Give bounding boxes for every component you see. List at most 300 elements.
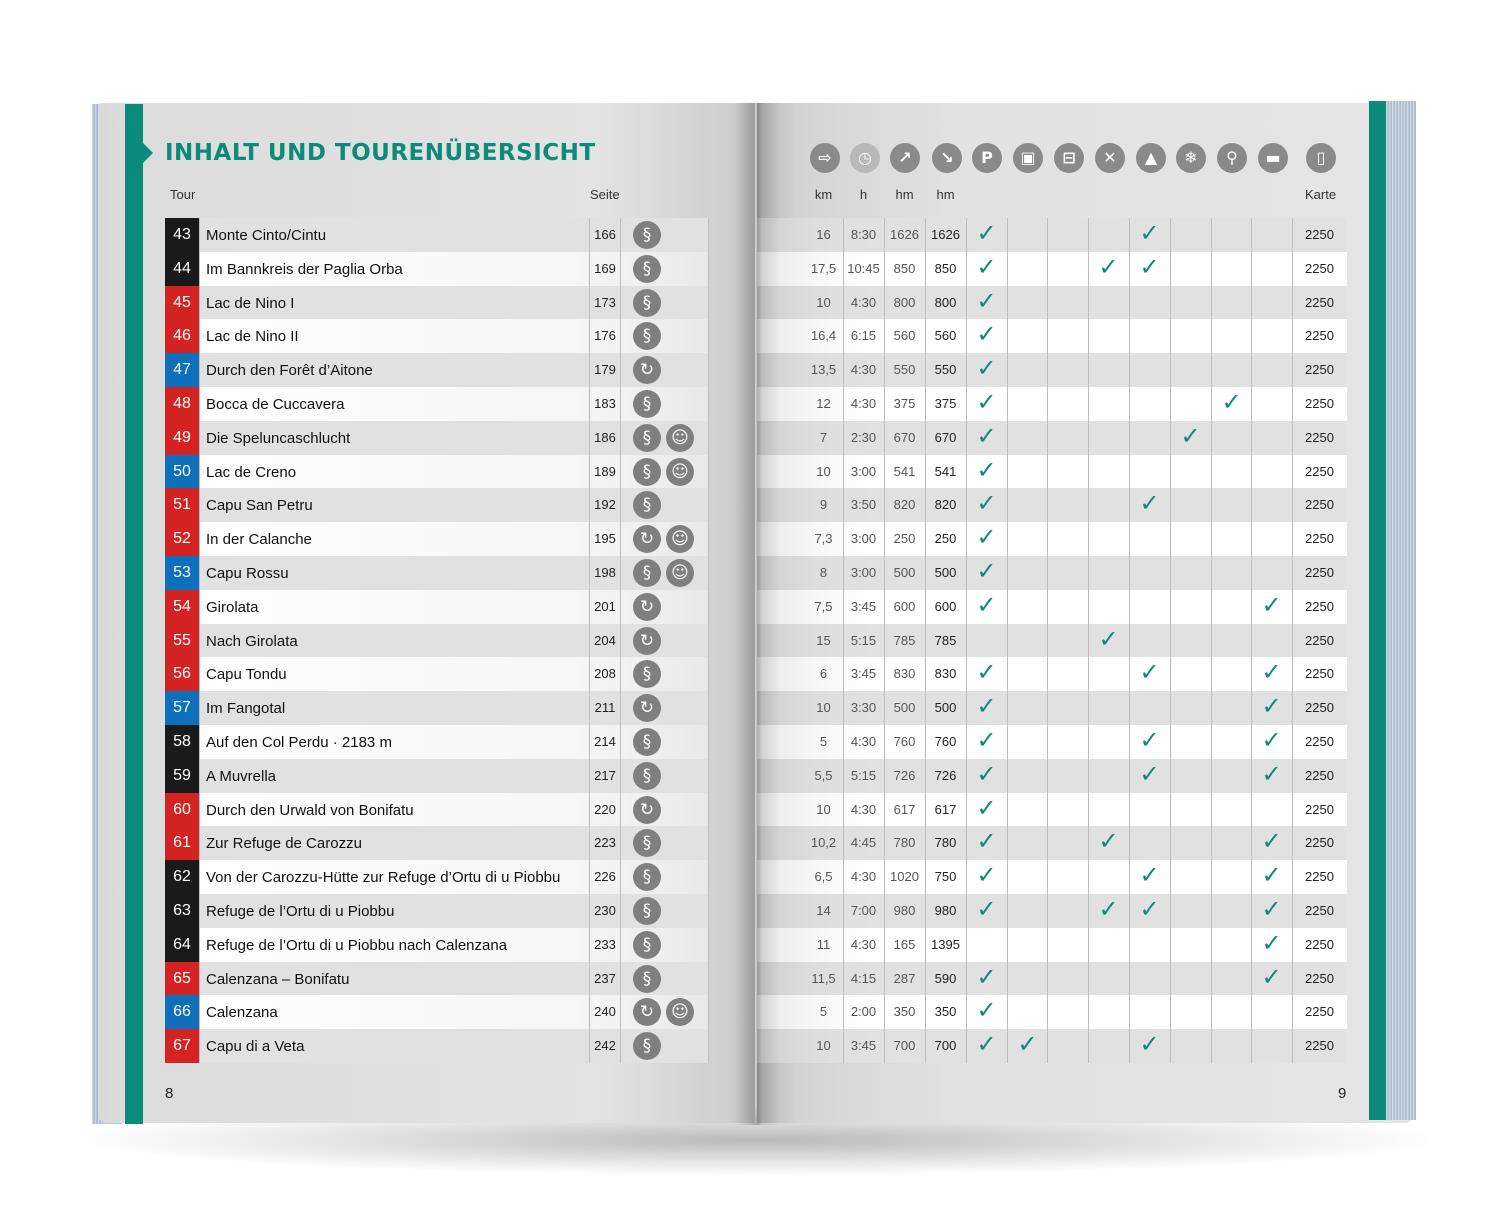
tour-number: 67 xyxy=(165,1029,199,1063)
column-divider xyxy=(1170,759,1171,793)
tour-km: 11,5 xyxy=(811,970,836,986)
check-icon: ✓ xyxy=(1261,928,1282,957)
tour-km: 7,5 xyxy=(814,598,833,614)
column-divider xyxy=(708,759,709,793)
check-icon: ✓ xyxy=(1261,861,1282,890)
column-divider xyxy=(1211,353,1212,387)
column-divider xyxy=(1007,725,1008,759)
column-divider xyxy=(1251,488,1252,522)
column-divider xyxy=(1088,1029,1089,1063)
cable-car-icon: ⊟ xyxy=(1054,143,1084,173)
check-icon: ✓ xyxy=(976,489,997,518)
column-divider xyxy=(1007,962,1008,996)
column-divider xyxy=(1047,725,1048,759)
column-divider xyxy=(1007,759,1008,793)
column-divider xyxy=(1088,928,1089,962)
column-divider xyxy=(1007,319,1008,353)
check-icon: ✓ xyxy=(1017,1030,1038,1059)
tour-km: 16 xyxy=(816,227,831,242)
tour-down: 350 xyxy=(934,1004,957,1020)
tour-km: 16,4 xyxy=(810,328,837,344)
tour-h: 4:30 xyxy=(850,362,877,378)
tour-page: 166 xyxy=(594,227,616,242)
tour-down: 617 xyxy=(934,801,957,817)
column-divider xyxy=(1007,556,1008,590)
column-divider xyxy=(1007,894,1008,928)
column-divider xyxy=(589,860,590,894)
column-divider xyxy=(620,657,621,691)
tour-h: 3:45 xyxy=(850,666,877,682)
column-divider xyxy=(1047,590,1048,624)
column-divider xyxy=(1211,488,1212,522)
column-divider xyxy=(620,286,621,320)
tour-h: 4:15 xyxy=(850,970,877,986)
column-divider xyxy=(589,353,590,387)
column-divider xyxy=(1211,218,1212,252)
column-divider xyxy=(1047,522,1048,556)
column-divider xyxy=(620,319,621,353)
column-divider xyxy=(1170,218,1171,252)
tour-up: 250 xyxy=(893,531,916,547)
tour-page: 201 xyxy=(594,598,616,614)
kids-icon: ☺ xyxy=(666,424,694,452)
column-divider xyxy=(1129,319,1130,353)
column-divider xyxy=(1129,387,1130,421)
column-divider xyxy=(589,894,590,928)
column-divider xyxy=(1211,860,1212,894)
check-icon: ✓ xyxy=(1261,895,1282,923)
column-divider xyxy=(1211,793,1212,827)
column-divider xyxy=(589,826,590,860)
tour-number: 43 xyxy=(165,218,199,252)
tour-down: 550 xyxy=(934,362,957,378)
tour-up: 560 xyxy=(893,328,916,344)
tour-h: 5:15 xyxy=(850,767,877,783)
column-divider xyxy=(1211,590,1212,624)
column-divider xyxy=(199,353,200,387)
column-divider xyxy=(620,759,621,793)
tour-down: 250 xyxy=(934,531,957,547)
column-divider xyxy=(1211,319,1212,353)
column-divider xyxy=(620,218,621,252)
tour-name: Capu Tondu xyxy=(206,666,287,684)
column-divider xyxy=(1047,657,1048,691)
tour-number: 62 xyxy=(165,860,199,894)
column-divider xyxy=(708,793,709,827)
tour-down: 830 xyxy=(934,666,957,682)
tour-karte: 2250 xyxy=(1305,936,1334,952)
column-divider xyxy=(199,218,200,252)
tour-km: 5,5 xyxy=(814,767,833,783)
tour-karte: 2250 xyxy=(1305,497,1334,513)
column-divider xyxy=(1047,928,1048,962)
check-icon: ✓ xyxy=(1261,827,1282,856)
right-page-edges xyxy=(1386,101,1416,1120)
tour-karte: 2250 xyxy=(1305,598,1334,614)
tour-h: 5:15 xyxy=(850,632,877,648)
column-divider xyxy=(1170,556,1171,590)
column-divider xyxy=(708,421,709,455)
column-divider xyxy=(1170,353,1171,387)
column-divider xyxy=(1088,995,1089,1029)
tour-up: 820 xyxy=(893,497,916,513)
tour-name: Refuge de l’Ortu di u Piobbu nach Calenzana xyxy=(206,936,508,954)
restaurant-icon: ✕ xyxy=(1095,143,1125,173)
parking-icon: P xyxy=(972,143,1002,173)
column-divider xyxy=(708,624,709,658)
tour-page: 226 xyxy=(594,869,616,885)
column-divider xyxy=(1088,421,1089,455)
tour-km: 7 xyxy=(819,429,828,445)
tour-km: 8 xyxy=(819,565,828,580)
check-icon: ✓ xyxy=(976,219,997,247)
tour-down: 500 xyxy=(934,565,957,580)
column-divider xyxy=(620,421,621,455)
column-divider xyxy=(1129,286,1130,320)
route-icon: § xyxy=(633,559,661,587)
column-divider xyxy=(1170,488,1171,522)
tour-km: 5 xyxy=(819,734,828,749)
route-icon: § xyxy=(633,660,661,688)
tour-number: 45 xyxy=(165,286,199,320)
check-icon: ✓ xyxy=(1261,590,1282,619)
check-icon: ✓ xyxy=(976,895,997,923)
column-divider xyxy=(1129,826,1130,860)
column-divider xyxy=(199,387,200,421)
column-divider xyxy=(1088,556,1089,590)
check-icon: ✓ xyxy=(1139,726,1160,754)
loop-icon: ↻ xyxy=(633,694,661,722)
column-divider xyxy=(1088,759,1089,793)
route-icon: § xyxy=(633,221,661,249)
tour-km: 14 xyxy=(816,903,831,918)
column-divider xyxy=(708,590,709,624)
tour-page: 233 xyxy=(594,936,616,952)
column-divider xyxy=(589,218,590,252)
tour-number: 51 xyxy=(165,488,199,522)
column-divider xyxy=(199,556,200,590)
tour-number: 57 xyxy=(165,691,199,725)
column-divider xyxy=(1088,691,1089,725)
left-teal-stripe xyxy=(125,104,143,1124)
column-divider xyxy=(199,995,200,1029)
tour-page: 217 xyxy=(594,767,616,783)
column-divider xyxy=(1007,353,1008,387)
check-icon: ✓ xyxy=(1098,895,1119,923)
tour-number: 48 xyxy=(165,387,199,421)
tour-h: 2:30 xyxy=(850,429,877,445)
tour-page: 169 xyxy=(594,260,616,276)
tour-down: 820 xyxy=(934,497,957,513)
column-divider xyxy=(1129,455,1130,489)
column-divider xyxy=(1251,455,1252,489)
tour-up: 785 xyxy=(893,632,916,648)
column-divider xyxy=(1007,691,1008,725)
tour-up: 980 xyxy=(893,903,916,918)
tour-up: 780 xyxy=(893,835,916,851)
column-divider xyxy=(1088,725,1089,759)
route-icon: § xyxy=(633,322,661,350)
route-icon: § xyxy=(633,390,661,418)
check-icon: ✓ xyxy=(1139,1030,1160,1059)
kids-icon: ☺ xyxy=(666,525,694,553)
tour-karte: 2250 xyxy=(1305,429,1334,445)
tour-karte: 2250 xyxy=(1305,531,1334,547)
tour-number: 55 xyxy=(165,624,199,658)
check-icon: ✓ xyxy=(1261,658,1282,687)
map-icon: ▯ xyxy=(1306,143,1336,173)
loop-icon: ↻ xyxy=(633,593,661,621)
tour-karte: 2250 xyxy=(1305,328,1334,344)
tour-up: 600 xyxy=(893,598,916,614)
check-icon: ✓ xyxy=(976,252,997,281)
tour-number: 66 xyxy=(165,995,199,1029)
tour-karte: 2250 xyxy=(1305,767,1334,783)
kids-icon: ☺ xyxy=(666,458,694,486)
tour-h: 2:00 xyxy=(850,1004,877,1020)
column-divider xyxy=(1170,387,1171,421)
column-divider xyxy=(708,286,709,320)
column-divider xyxy=(1007,387,1008,421)
tour-h: 3:00 xyxy=(850,565,877,580)
column-divider xyxy=(199,590,200,624)
tour-page: 242 xyxy=(594,1038,616,1054)
tour-page: 176 xyxy=(594,328,616,344)
column-divider xyxy=(1047,387,1048,421)
column-divider xyxy=(1170,455,1171,489)
column-divider xyxy=(1211,624,1212,658)
column-divider xyxy=(620,860,621,894)
route-icon: § xyxy=(633,829,661,857)
tour-name: Von der Carozzu-Hütte zur Refuge d’Ortu di u Piobbu xyxy=(206,869,561,887)
col-header-seite: Seite xyxy=(590,187,620,202)
kids-icon: ☺ xyxy=(666,998,694,1026)
column-divider xyxy=(199,421,200,455)
column-divider xyxy=(1251,556,1252,590)
tour-page: 223 xyxy=(594,835,616,851)
column-divider xyxy=(589,488,590,522)
tour-down: 375 xyxy=(934,396,957,411)
column-divider xyxy=(1170,286,1171,320)
column-divider xyxy=(589,793,590,827)
tour-number: 49 xyxy=(165,421,199,455)
tour-name: Capu San Petru xyxy=(206,497,313,515)
check-icon: ✓ xyxy=(1098,827,1119,856)
tour-h: 3:00 xyxy=(850,463,877,479)
tour-up: 550 xyxy=(893,362,916,378)
column-divider xyxy=(1211,725,1212,759)
column-divider xyxy=(199,1029,200,1063)
column-divider xyxy=(1047,995,1048,1029)
column-divider xyxy=(620,793,621,827)
tour-km: 10 xyxy=(816,801,831,817)
column-divider xyxy=(1211,556,1212,590)
tour-up: 165 xyxy=(893,936,916,952)
check-icon: ✓ xyxy=(976,861,997,890)
column-divider xyxy=(199,894,200,928)
tour-page: 192 xyxy=(594,497,616,513)
column-divider xyxy=(620,1029,621,1063)
tour-km: 5 xyxy=(819,1004,828,1020)
column-divider xyxy=(1047,691,1048,725)
tour-h: 3:45 xyxy=(850,1038,877,1054)
column-divider xyxy=(620,387,621,421)
tour-number: 63 xyxy=(165,894,199,928)
column-divider xyxy=(1251,421,1252,455)
tour-karte: 2250 xyxy=(1305,666,1334,682)
tour-up: 760 xyxy=(893,734,916,749)
column-divider xyxy=(1007,928,1008,962)
tour-name: Im Fangotal xyxy=(206,700,286,718)
column-divider xyxy=(1088,286,1089,320)
column-divider xyxy=(199,319,200,353)
column-divider xyxy=(1007,826,1008,860)
column-divider xyxy=(708,826,709,860)
tour-h: 4:30 xyxy=(850,936,877,952)
column-divider xyxy=(589,455,590,489)
tour-karte: 2250 xyxy=(1305,260,1334,276)
tour-page: 211 xyxy=(594,700,616,716)
check-icon: ✓ xyxy=(976,590,997,619)
tour-page: 183 xyxy=(594,396,616,411)
column-divider xyxy=(1170,590,1171,624)
column-divider xyxy=(620,488,621,522)
column-divider xyxy=(1047,793,1048,827)
tour-karte: 2250 xyxy=(1305,903,1334,918)
route-icon: § xyxy=(633,1032,661,1060)
column-divider xyxy=(1088,860,1089,894)
ascent-icon: ↗ xyxy=(890,143,920,173)
descent-icon: ↘ xyxy=(932,143,962,173)
column-divider xyxy=(199,962,200,996)
column-divider xyxy=(1047,488,1048,522)
tour-name: Zur Refuge de Carozzu xyxy=(206,835,362,853)
column-divider xyxy=(1170,624,1171,658)
check-icon: ✓ xyxy=(976,996,997,1025)
unit-header-0: km xyxy=(814,187,833,202)
check-icon: ✓ xyxy=(976,421,997,450)
column-divider xyxy=(1211,759,1212,793)
route-icon: § xyxy=(633,491,661,519)
tour-karte: 2250 xyxy=(1305,801,1334,817)
column-divider xyxy=(1211,252,1212,286)
page-title: INHALT UND TOURENÜBERSICHT xyxy=(165,140,596,166)
loop-icon: ↻ xyxy=(633,525,661,553)
tour-up: 830 xyxy=(893,666,916,682)
tour-h: 3:50 xyxy=(850,497,877,513)
tour-karte: 2250 xyxy=(1305,970,1334,986)
column-divider xyxy=(1088,590,1089,624)
check-icon: ✓ xyxy=(976,658,997,687)
column-divider xyxy=(1251,793,1252,827)
column-divider xyxy=(1170,995,1171,1029)
column-divider xyxy=(620,826,621,860)
tour-down: 760 xyxy=(934,734,957,749)
tour-page: 237 xyxy=(594,970,616,986)
tour-name: Im Bannkreis der Paglia Orba xyxy=(206,260,403,278)
column-divider xyxy=(708,455,709,489)
col-header-tour: Tour xyxy=(170,187,196,202)
column-divider xyxy=(1170,793,1171,827)
route-icon: § xyxy=(633,728,661,756)
column-divider xyxy=(620,556,621,590)
column-divider xyxy=(620,962,621,996)
check-icon: ✓ xyxy=(976,320,997,349)
column-divider xyxy=(1129,995,1130,1029)
tour-number: 47 xyxy=(165,353,199,387)
column-divider xyxy=(1170,894,1171,928)
column-divider xyxy=(199,691,200,725)
column-divider xyxy=(1170,928,1171,962)
column-divider xyxy=(199,624,200,658)
tour-h: 4:30 xyxy=(850,396,877,411)
tour-down: 670 xyxy=(934,429,957,445)
column-divider xyxy=(966,624,967,658)
unit-header-3: hm xyxy=(936,187,955,202)
page-number-left: 8 xyxy=(165,1085,174,1102)
column-divider xyxy=(1047,624,1048,658)
check-icon: ✓ xyxy=(1261,726,1282,754)
column-divider xyxy=(1211,286,1212,320)
column-divider xyxy=(199,657,200,691)
tour-km: 15 xyxy=(816,632,831,648)
column-divider xyxy=(1211,691,1212,725)
check-icon: ✓ xyxy=(1221,388,1242,416)
column-divider xyxy=(1007,252,1008,286)
column-divider xyxy=(1007,286,1008,320)
check-icon: ✓ xyxy=(1261,962,1282,991)
column-divider xyxy=(620,928,621,962)
check-icon: ✓ xyxy=(976,793,997,822)
column-divider xyxy=(1088,353,1089,387)
tour-page: 198 xyxy=(594,565,616,580)
column-divider xyxy=(708,556,709,590)
column-divider xyxy=(199,286,200,320)
tour-down: 780 xyxy=(934,835,957,851)
column-divider xyxy=(1129,793,1130,827)
column-divider xyxy=(1007,995,1008,1029)
tour-name: Nach Girolata xyxy=(206,632,298,650)
tour-page: 186 xyxy=(594,429,616,445)
column-divider xyxy=(1007,421,1008,455)
column-divider xyxy=(1211,657,1212,691)
column-divider xyxy=(1047,556,1048,590)
column-divider xyxy=(1170,962,1171,996)
column-divider xyxy=(199,860,200,894)
column-divider xyxy=(620,624,621,658)
column-divider xyxy=(620,590,621,624)
check-icon: ✓ xyxy=(976,962,997,991)
check-icon: ✓ xyxy=(1139,219,1160,247)
tour-up: 375 xyxy=(893,396,916,411)
tour-name: Calenzana xyxy=(206,1004,278,1022)
tour-km: 6,5 xyxy=(814,869,833,885)
tour-number: 56 xyxy=(165,657,199,691)
column-divider xyxy=(1211,522,1212,556)
column-divider xyxy=(708,995,709,1029)
column-divider xyxy=(708,218,709,252)
tour-name: A Muvrella xyxy=(206,767,277,785)
check-icon: ✓ xyxy=(1098,252,1119,281)
tour-name: In der Calanche xyxy=(206,531,312,549)
tour-name: Refuge de l’Ortu di u Piobbu xyxy=(206,903,395,920)
column-divider xyxy=(1211,455,1212,489)
column-divider xyxy=(1211,894,1212,928)
column-divider xyxy=(589,590,590,624)
column-divider xyxy=(1251,218,1252,252)
column-divider xyxy=(1007,624,1008,658)
column-divider xyxy=(1007,590,1008,624)
